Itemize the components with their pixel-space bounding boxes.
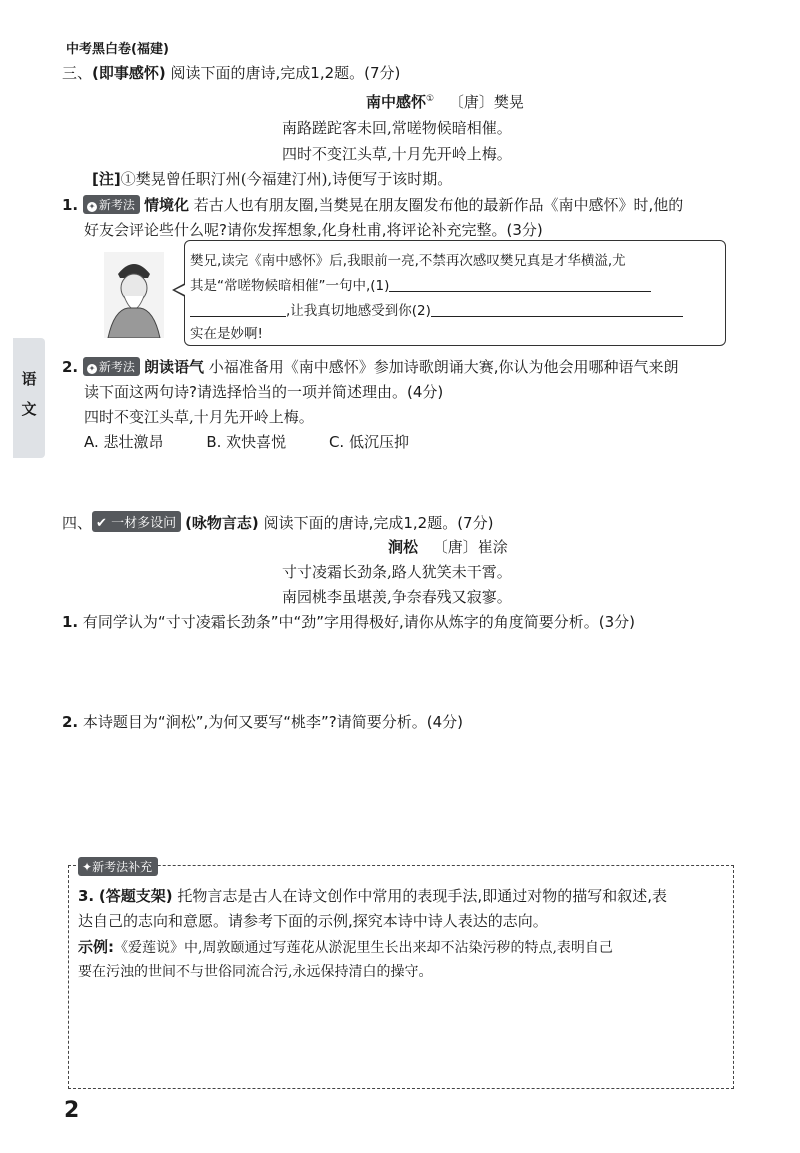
- s4-q2-number: 2.: [62, 713, 79, 731]
- s3-q1-title: 情境化: [143, 196, 189, 214]
- poem2-title: 涧松: [388, 538, 419, 556]
- section4-tag: [92, 511, 181, 532]
- du-fu-portrait: [104, 252, 164, 338]
- s3-q1-line-1: [62, 194, 683, 215]
- subject-side-tab: [13, 338, 45, 458]
- option-c[interactable]: C. 低沉压抑: [328, 433, 409, 451]
- bulb-icon: ✦: [88, 202, 96, 211]
- option-b[interactable]: B. 欢快喜悦: [206, 433, 287, 451]
- poem2-title-line: [388, 536, 508, 557]
- s3-q1-tag-label: 新考法: [98, 198, 135, 212]
- answer-blank-1-cont[interactable]: [190, 316, 286, 317]
- section4-prefix: 四、: [62, 514, 93, 532]
- s3-q1-text-1: 若古人也有朋友圈,当樊晃在朋友圈发布他的最新作品《南中感怀》时,他的: [193, 196, 684, 214]
- answer-blank-1[interactable]: [389, 291, 651, 292]
- poem2-line-2: 南园桃李虽堪羡,争奈春残又寂寥。: [282, 588, 512, 606]
- page-header-title: 中考黑白卷(福建): [66, 42, 169, 57]
- s3-q2-number: 2.: [62, 358, 79, 376]
- check-icon: ✔: [96, 516, 107, 531]
- s3-q2-title: 朗读语气: [143, 358, 204, 376]
- supp-example-line-2: 要在污浊的世间不与世俗同流合污,永远保持清白的操守。: [78, 964, 433, 980]
- s3-q1-number: 1.: [62, 196, 79, 214]
- section4-tag-label: 一材多设问: [111, 516, 177, 531]
- poem1-line-1: 南路蹉跎客未回,常嗟物候暗相催。: [282, 119, 512, 137]
- supp-q3-tag: (答题支架): [98, 887, 173, 905]
- s3-q2-tag: [83, 357, 140, 376]
- bubble-line-2: [190, 274, 651, 294]
- s3-q2-line-2: 读下面这两句诗?请选择恰当的一项并简述理由。(4分): [84, 383, 444, 401]
- answer-blank-2[interactable]: [431, 316, 683, 317]
- supp-q3-line-1: [78, 885, 667, 906]
- s4-q1: [62, 611, 635, 632]
- s3-q2-text-1: 小福准备用《南中感怀》参加诗歌朗诵大赛,你认为他会用哪种语气来朗: [208, 358, 679, 376]
- section3-tag: (即事感怀): [92, 64, 166, 82]
- section3-heading: [62, 62, 400, 83]
- example-text-1: 《爱莲说》中,周敦颐通过写莲花从淤泥里生长出来却不沾染污秽的特点,表明自己: [114, 940, 613, 956]
- bubble-line-1: 樊兄,读完《南中感怀》后,我眼前一亮,不禁再次感叹樊兄真是才华横溢,尤: [190, 253, 626, 269]
- poem1-note-mark: ①: [426, 94, 435, 104]
- bubble-line-4: 实在是妙啊!: [190, 326, 263, 342]
- section4-heading-text: 阅读下面的唐诗,完成1,2题。(7分): [263, 514, 494, 532]
- supplement-label: [78, 857, 158, 876]
- poem2-author: 〔唐〕崔涂: [432, 538, 508, 556]
- bubble-line-3: [190, 299, 683, 319]
- section3-prefix: 三、: [62, 64, 93, 82]
- s3-q2-quote: 四时不变江头草,十月先开岭上梅。: [84, 408, 314, 426]
- example-label: 示例:: [78, 938, 114, 956]
- s3-q2-tag-label: 新考法: [98, 360, 135, 374]
- poem1-title: 南中感怀: [366, 93, 427, 111]
- supplement-label-text: 新考法补充: [92, 860, 153, 874]
- s3-q1-tag: [83, 195, 140, 214]
- poem2-line-1: 寸寸凌霜长劲条,路人犹笑未干霄。: [282, 563, 512, 581]
- note-text: ①樊晃曾任职汀州(今福建汀州),诗便写于该时期。: [120, 170, 453, 188]
- bulb-icon: ✦: [82, 860, 93, 874]
- option-a[interactable]: A. 悲壮激昂: [84, 433, 164, 451]
- s4-q2: [62, 711, 463, 732]
- s4-q1-text: 有同学认为“寸寸凌霜长劲条”中“劲”字用得极好,请你从炼字的角度简要分析。(3分): [82, 613, 636, 631]
- poem1-line-2: 四时不变江头草,十月先开岭上梅。: [282, 145, 512, 163]
- supp-q3-text-1: 托物言志是古人在诗文创作中常用的表现手法,即通过对物的描写和叙述,表: [177, 887, 667, 905]
- section3-heading-text: 阅读下面的唐诗,完成1,2题。(7分): [170, 64, 401, 82]
- poem1-note: [92, 168, 452, 189]
- section4-subtag: (咏物言志): [185, 514, 259, 532]
- bubble-line-2-text: 其是“常嗟物候暗相催”一句中,(1): [190, 278, 390, 294]
- supp-q3-line-2: 达自己的志向和意愿。请参考下面的示例,探究本诗中诗人表达的志向。: [78, 912, 548, 930]
- section4-heading: [62, 511, 493, 533]
- supp-q3-number: 3.: [78, 887, 95, 905]
- note-label: [注]: [92, 170, 121, 188]
- poem1-author: 〔唐〕樊晃: [448, 93, 524, 111]
- bubble-line-3-text: ,让我真切地感受到你(2): [286, 303, 431, 319]
- s4-q1-number: 1.: [62, 613, 79, 631]
- poem1-title-line: [366, 91, 524, 112]
- side-tab-char-1: 语: [21, 370, 37, 388]
- bulb-icon: ✦: [88, 364, 96, 373]
- s3-q2-options: [84, 431, 409, 452]
- supp-example-line-1: [78, 936, 613, 957]
- side-tab-char-2: 文: [21, 400, 37, 418]
- bubble-tail-inner: [175, 285, 185, 295]
- page-number: 2: [64, 1098, 80, 1123]
- s4-q2-text: 本诗题目为“涧松”,为何又要写“桃李”?请简要分析。(4分): [82, 713, 463, 731]
- s3-q2-line-1: [62, 356, 679, 377]
- s3-q1-line-2: 好友会评论些什么呢?请你发挥想象,化身杜甫,将评论补充完整。(3分): [84, 221, 543, 239]
